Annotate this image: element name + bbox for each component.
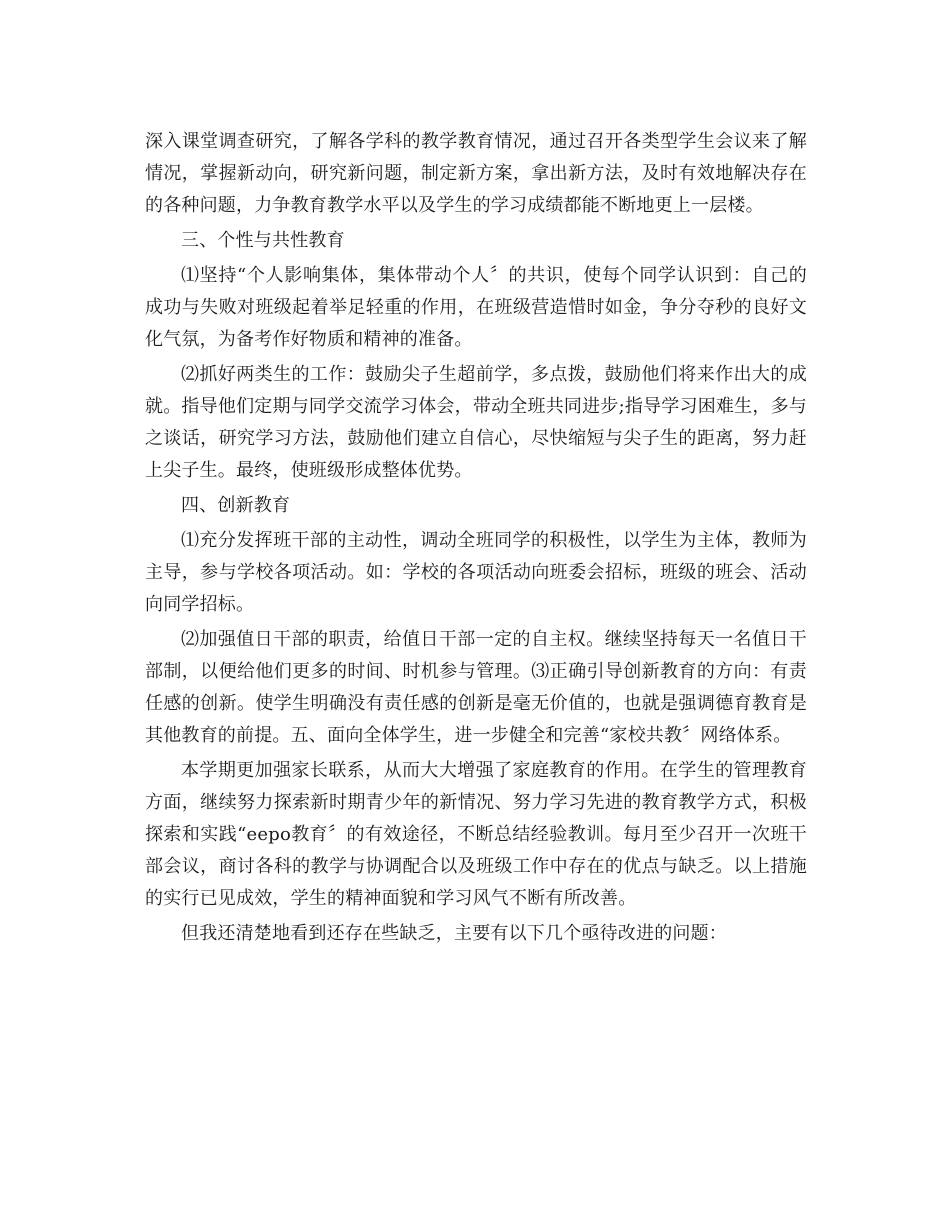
paragraph-collective-consensus: ⑴坚持“个人影响集体，集体带动个人〞的共识，使每个同学认识到：自己的成功与失败对班级起着举足轻重的作用，在班级营造惜时如金，争分夺秒的良好文化气氛，为备考作好物质和精神的准备。 bbox=[145, 265, 807, 350]
paragraph-intro-continuation: 深入课堂调查研究，了解各学科的教学教育情况，通过召开各类型学生会议来了解情况，掌握新动向，研究新问题，制定新方案，拿出新方法，及时有效地解决存在的各种问题，力争教育教学水平以及学生的学习成绩都能不断地更上一层楼。 bbox=[145, 131, 807, 216]
paragraph-two-student-types: ⑵抓好两类生的工作：鼓励尖子生超前学，多点拨，鼓励他们将来作出大的成就。指导他们定期与同学交流学习体会，带动全班共同进步;指导学习困难生，多与之谈话，研究学习方法，鼓励他们建立自信心，尽快缩短与尖子生的距离，努力赶上尖子生。最终，使班级形成整体优势。 bbox=[145, 364, 807, 481]
section-heading-individuality-education: 三、个性与共性教育 bbox=[181, 230, 345, 251]
section-heading-innovation-education: 四、创新教育 bbox=[181, 495, 291, 516]
paragraph-class-cadres-initiative: ⑴充分发挥班干部的主动性，调动全班同学的积极性，以学生为主体，教师为主导，参与学校各项活动。如：学校的各项活动向班委会招标，班级的班会、活动向同学招标。 bbox=[145, 530, 807, 615]
paragraph-shortcomings: 但我还清楚地看到还存在些缺乏，主要有以下几个亟待改进的问题： bbox=[181, 923, 727, 944]
document-body bbox=[145, 126, 807, 953]
paragraph-parent-contact: 本学期更加强家长联系，从而大大增强了家庭教育的作用。在学生的管理教育方面，继续努力探索新时期青少年的新情况、努力学习先进的教育教学方式，积极探索和实践“eepo教育〞的有效途径，不断总结经验教训。每月至少召开一次班干部会议，商讨各科的教学与协调配合以及班级工作中存在的优点与缺乏。以上措施的实行已见成效，学生的精神面貌和学习风气不断有所改善。 bbox=[145, 760, 807, 909]
paragraph-duty-cadres: ⑵加强值日干部的职责，给值日干部一定的自主权。继续坚持每天一名值日干部制，以便给他们更多的时间、时机参与管理。⑶正确引导创新教育的方向：有责任感的创新。使学生明确没有责任感的创新是毫无价值的，也就是强调德育教育是其他教育的前提。五、面向全体学生，进一步健全和完善“家校共教〞网络体系。 bbox=[145, 629, 807, 746]
